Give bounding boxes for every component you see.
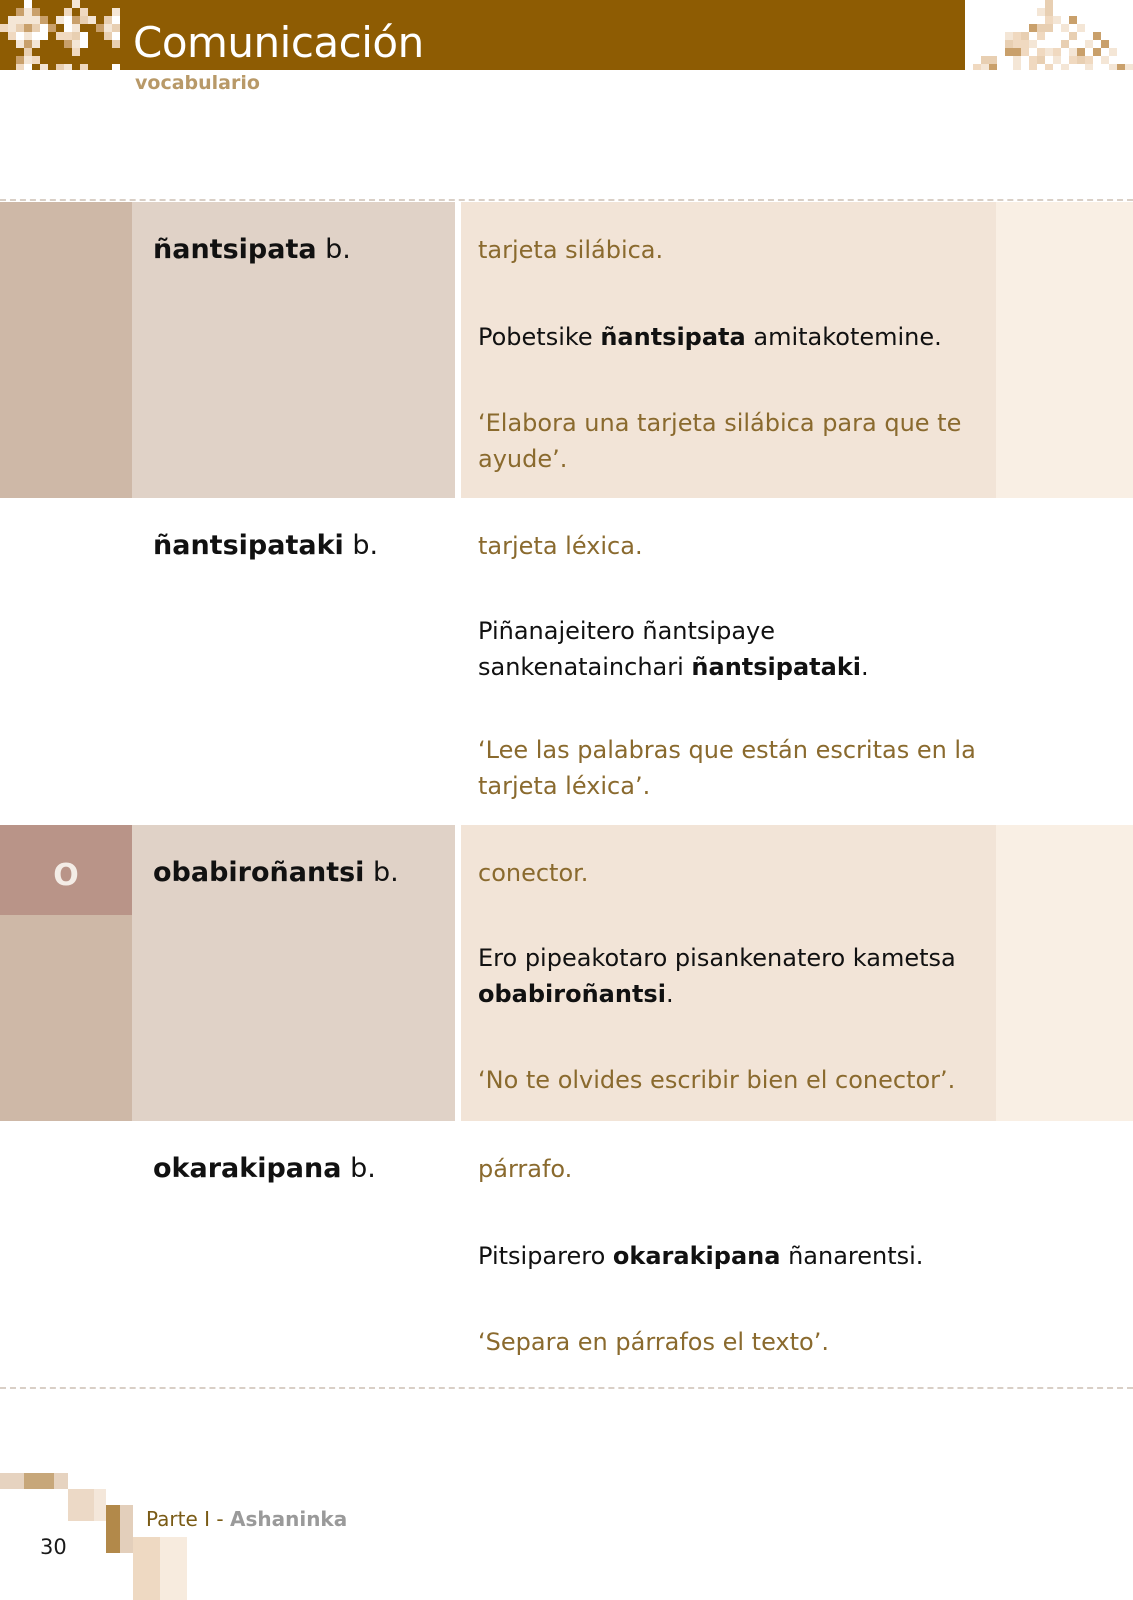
pattern-pixel (1021, 24, 1029, 32)
pattern-pixel (1013, 32, 1021, 40)
pattern-pixel (1045, 56, 1053, 64)
pattern-pixel (16, 16, 24, 24)
pattern-pixel (24, 56, 32, 64)
pattern-pixel (1005, 48, 1013, 56)
pattern-pixel (56, 16, 64, 24)
footer-decor-block (24, 1473, 54, 1489)
definition-column (461, 825, 996, 1121)
pattern-pixel (1021, 32, 1029, 40)
pattern-pixel (104, 24, 112, 32)
pattern-pixel (80, 32, 88, 40)
term-pos: b. (352, 530, 379, 561)
pattern-pixel (1045, 8, 1053, 16)
letter-badge: O (0, 825, 132, 915)
pattern-pixel (1061, 64, 1069, 70)
vocab-entry (0, 202, 1133, 498)
pattern-pixel (112, 64, 120, 70)
vocab-entry (0, 825, 1133, 1121)
pattern-pixel (48, 24, 56, 32)
pattern-pixel (1005, 40, 1013, 48)
pattern-pixel (0, 24, 8, 32)
pattern-pixel (1029, 40, 1037, 48)
pattern-pixel (104, 32, 112, 40)
example-sentence (478, 613, 978, 685)
pattern-pixel (64, 16, 72, 24)
footer-decor-block (54, 1473, 68, 1489)
pattern-pixel (1117, 56, 1125, 64)
pattern-pixel (32, 8, 40, 16)
pattern-pixel (16, 32, 24, 40)
pattern-pixel (1109, 64, 1117, 70)
pattern-pixel (40, 24, 48, 32)
footer-part: Parte I - (146, 1507, 230, 1531)
pattern-pixel (72, 24, 80, 32)
end-column (996, 825, 1133, 1121)
pattern-pixel (1077, 48, 1085, 56)
pattern-pixel (1061, 8, 1069, 16)
pattern-pixel (1093, 40, 1101, 48)
term-column (132, 202, 455, 498)
vocab-entry (0, 498, 1133, 825)
example-text: Pitsiparero (478, 1242, 613, 1270)
pattern-pixel (1069, 48, 1077, 56)
vocab-entry (0, 1121, 1133, 1386)
pattern-pixel (1093, 32, 1101, 40)
example-text: Piñanajeitero ñantsipaye sankenatainchari (478, 617, 775, 681)
pattern-pixel (1053, 0, 1061, 8)
term-pos: b. (350, 1153, 376, 1184)
pattern-pixel (1013, 40, 1021, 48)
pattern-pixel (1005, 32, 1013, 40)
pattern-pixel (56, 32, 64, 40)
pattern-pixel (1069, 56, 1077, 64)
pattern-pixel (64, 40, 72, 48)
pattern-pixel (1085, 32, 1093, 40)
pattern-pixel (973, 64, 981, 70)
pattern-pixel (24, 32, 32, 40)
gloss: tarjeta silábica. (478, 236, 664, 264)
term-lemma: okarakipana (153, 1153, 342, 1184)
pattern-pixel (112, 32, 120, 40)
pattern-pixel (1053, 8, 1061, 16)
pattern-pixel (112, 16, 120, 24)
footer-decor-block (160, 1537, 187, 1600)
pattern-pixel (1029, 64, 1037, 70)
pattern-pixel (64, 64, 72, 70)
pattern-pixel (1101, 40, 1109, 48)
term-lemma: ñantsipataki (153, 530, 344, 561)
gloss: párrafo. (478, 1155, 573, 1183)
letter-column (0, 825, 132, 1121)
pattern-pixel (1013, 56, 1021, 64)
pattern-pixel (64, 24, 72, 32)
translation: ‘Elabora una tarjeta silábica para que te ayude’. (478, 409, 962, 473)
pattern-pixel (88, 16, 96, 24)
pattern-pixel (1053, 56, 1061, 64)
pattern-pixel (16, 40, 24, 48)
term (153, 526, 378, 566)
bottom-separator (0, 1387, 1133, 1389)
pattern-pixel (1077, 24, 1085, 32)
pattern-pixel (1085, 40, 1093, 48)
pattern-pixel (32, 24, 40, 32)
pattern-pixel (997, 40, 1005, 48)
term-column (132, 825, 455, 1121)
footer-decor-block (133, 1537, 160, 1600)
pattern-pixel (1053, 16, 1061, 24)
example-text: Pobetsike (478, 323, 601, 351)
example-text: ñanarentsi. (780, 1242, 924, 1270)
pattern-pixel (24, 64, 32, 70)
pattern-pixel (1037, 24, 1045, 32)
pattern-pixel (1045, 64, 1053, 70)
pattern-pixel (24, 40, 32, 48)
pattern-pixel (1109, 48, 1117, 56)
pattern-pixel (24, 16, 32, 24)
pattern-pixel (72, 40, 80, 48)
pattern-pixel (1045, 0, 1053, 8)
pattern-pixel (1061, 40, 1069, 48)
pattern-pixel (112, 8, 120, 16)
pattern-pixel (40, 32, 48, 40)
term-pos: b. (373, 857, 399, 888)
footer-decor-block (68, 1489, 94, 1521)
pattern-pixel (40, 64, 48, 70)
pattern-pixel (989, 56, 997, 64)
pattern-pixel (1069, 16, 1077, 24)
page-title: Comunicación (133, 18, 424, 67)
header-pattern-right (965, 0, 1133, 70)
letter-column (0, 202, 132, 498)
footer-decor-block (0, 1473, 24, 1489)
pattern-pixel (1117, 64, 1125, 70)
pattern-pixel (16, 64, 24, 70)
definition-column (461, 202, 996, 498)
pattern-pixel (1013, 64, 1021, 70)
pattern-pixel (56, 64, 64, 70)
pattern-pixel (1029, 24, 1037, 32)
pattern-pixel (96, 24, 104, 32)
pattern-pixel (1021, 48, 1029, 56)
pattern-pixel (112, 40, 120, 48)
pattern-pixel (1037, 56, 1045, 64)
translation: ‘Separa en párrafos el texto’. (478, 1328, 829, 1356)
pattern-pixel (1037, 48, 1045, 56)
top-separator (0, 199, 1133, 201)
pattern-pixel (64, 8, 72, 16)
pattern-pixel (32, 40, 40, 48)
pattern-pixel (1085, 56, 1093, 64)
example-sentence (478, 319, 978, 355)
pattern-pixel (72, 32, 80, 40)
pattern-pixel (80, 40, 88, 48)
pattern-pixel (1021, 40, 1029, 48)
pattern-pixel (8, 24, 16, 32)
pattern-pixel (8, 32, 16, 40)
definition-column (461, 1121, 996, 1386)
pattern-pixel (64, 32, 72, 40)
footer-decor-block (106, 1505, 120, 1553)
footer-decor-block (120, 1505, 133, 1553)
pattern-pixel (1069, 32, 1077, 40)
gloss: conector. (478, 859, 589, 887)
pattern-pixel (1069, 64, 1077, 70)
pattern-pixel (8, 16, 16, 24)
pattern-pixel (80, 64, 88, 70)
pattern-pixel (1021, 56, 1029, 64)
pattern-pixel (80, 8, 88, 16)
gloss: tarjeta léxica. (478, 532, 643, 560)
pattern-pixel (40, 16, 48, 24)
pattern-pixel (1013, 48, 1021, 56)
pattern-pixel (1045, 48, 1053, 56)
pattern-pixel (24, 24, 32, 32)
pattern-pixel (1045, 24, 1053, 32)
term (153, 853, 399, 893)
term-lemma: obabiroñantsi (153, 857, 365, 888)
pattern-pixel (1061, 24, 1069, 32)
example-text: . (665, 980, 674, 1008)
pattern-pixel (32, 16, 40, 24)
example-sentence (478, 940, 978, 1012)
example-keyword: ñantsipataki (691, 653, 862, 681)
pattern-pixel (1045, 16, 1053, 24)
pattern-pixel (981, 56, 989, 64)
pattern-pixel (16, 56, 24, 64)
pattern-pixel (16, 24, 24, 32)
pattern-pixel (16, 8, 24, 16)
pattern-pixel (1093, 48, 1101, 56)
translation: ‘Lee las palabras que están escritas en la tarjeta léxica’. (478, 736, 976, 800)
translation: ‘No te olvides escribir bien el conector’. (478, 1066, 956, 1094)
pattern-pixel (1037, 8, 1045, 16)
definition-column (461, 498, 996, 825)
footer-decor-block (94, 1489, 106, 1521)
term-column (132, 498, 455, 825)
pattern-pixel (24, 0, 32, 8)
pattern-pixel (1085, 64, 1093, 70)
pattern-pixel (989, 64, 997, 70)
footer-part-label (146, 1505, 347, 1533)
pattern-pixel (1125, 64, 1133, 70)
pattern-pixel (80, 16, 88, 24)
header-pattern-left (0, 0, 122, 70)
term (153, 230, 351, 270)
term (153, 1149, 376, 1189)
pattern-pixel (24, 48, 32, 56)
pattern-pixel (1061, 32, 1069, 40)
pattern-pixel (24, 8, 32, 16)
page-subtitle: vocabulario (135, 72, 260, 94)
pattern-pixel (1037, 32, 1045, 40)
pattern-pixel (112, 24, 120, 32)
example-text: . (861, 653, 869, 681)
pattern-pixel (72, 0, 80, 8)
example-text: amitakotemine. (745, 323, 942, 351)
example-keyword: obabiroñantsi (478, 980, 666, 1008)
example-text: Ero pipeakotaro pisankenatero kametsa (478, 944, 956, 972)
example-keyword: okarakipana (612, 1242, 781, 1270)
pattern-pixel (1029, 56, 1037, 64)
end-column (996, 202, 1133, 498)
term-lemma: ñantsipata (153, 234, 317, 265)
pattern-pixel (1021, 64, 1029, 70)
pattern-pixel (1069, 24, 1077, 32)
pattern-pixel (72, 16, 80, 24)
pattern-pixel (1101, 56, 1109, 64)
pattern-pixel (32, 56, 40, 64)
term-column (132, 1121, 455, 1386)
pattern-pixel (72, 48, 80, 56)
page-number: 30 (40, 1535, 67, 1559)
term-pos: b. (325, 234, 351, 265)
example-keyword: ñantsipata (600, 323, 746, 351)
pattern-pixel (1053, 48, 1061, 56)
pattern-pixel (32, 32, 40, 40)
example-sentence (478, 1238, 978, 1274)
pattern-pixel (104, 16, 112, 24)
footer-language: Ashaninka (229, 1507, 348, 1531)
pattern-pixel (1077, 56, 1085, 64)
pattern-pixel (981, 64, 989, 70)
